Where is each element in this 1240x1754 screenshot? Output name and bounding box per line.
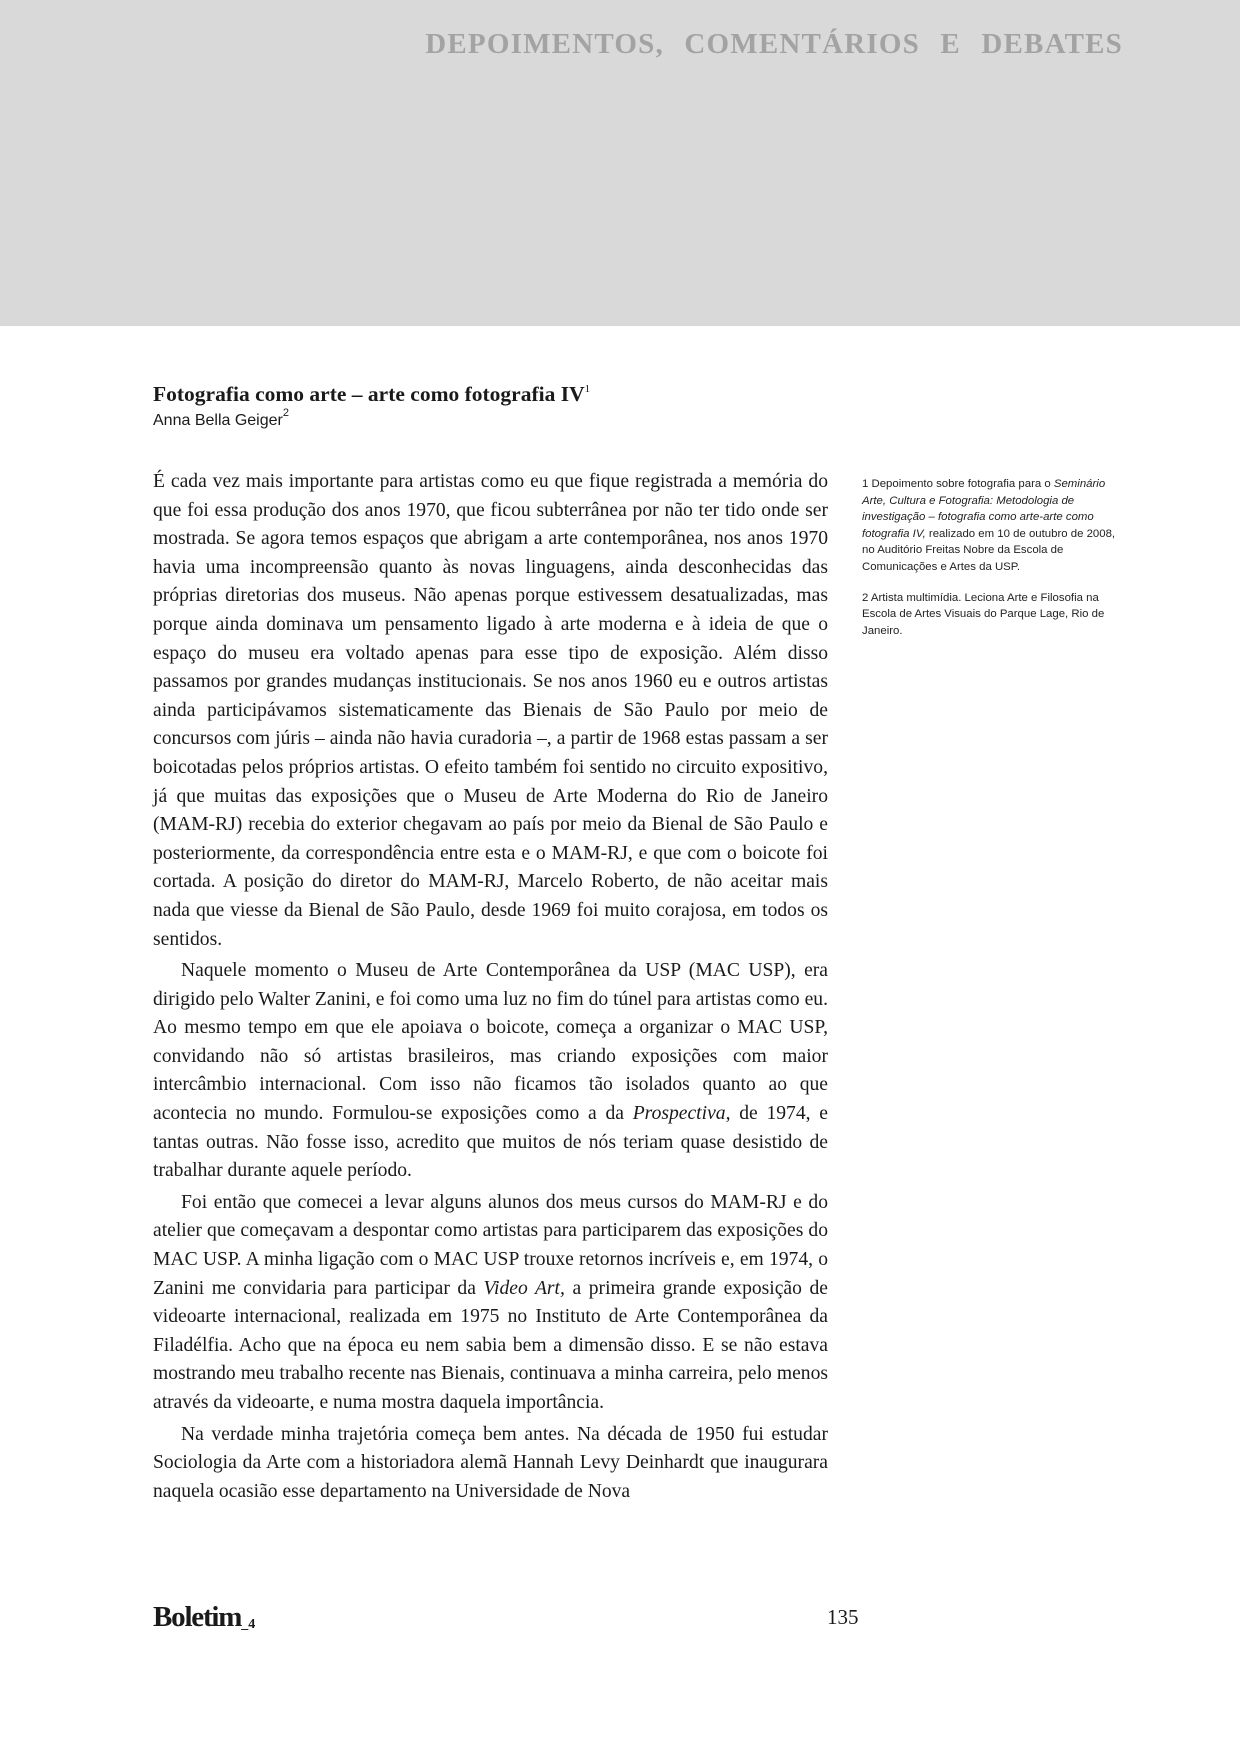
page-header-band [0, 0, 1240, 326]
footnote-1 [862, 476, 1124, 576]
journal-logo-text: Boletim [153, 1601, 242, 1633]
article-body [153, 468, 828, 1506]
article-title [153, 380, 853, 408]
footnote-1-text-a: 1 Depoimento sobre fotografia para o [862, 478, 1054, 490]
author-name: Anna Bella Geiger [153, 412, 283, 429]
paragraph-2-emphasis: Prospectiva, [632, 1103, 731, 1125]
article-author [153, 407, 853, 432]
paragraph-2 [153, 957, 828, 1186]
paragraph-2-text-a: Naquele momento o Museu de Arte Contemporânea da USP (MAC USP), era dirigido pelo Walter Zanini, e foi como uma luz no fim do túnel para artistas como eu. Ao mesmo tempo em que ele apoiava o boicote, começa a organizar o MAC USP, convidando não só artistas brasileiros, mas criando exposições com maior intercâmbio internacional. Com isso não ficamos tão isolados quanto ao que acontecia no mundo. Formulou-se exposições como a da [153, 960, 828, 1125]
footnote-1-text-b: realizado em 10 de outubro de 2008, no Auditório Freitas Nobre da Escola de Comunicações e Artes da USP. [862, 527, 1116, 573]
article-title-text: Fotografia como arte – arte como fotografia IV [153, 382, 585, 406]
footnote-2: 2 Artista multimídia. Leciona Arte e Filosofia na Escola de Artes Visuais do Parque Lage, Rio de Janeiro. [862, 591, 1105, 637]
journal-logo [153, 1601, 255, 1634]
footnote-ref-2[interactable]: 2 [282, 407, 289, 419]
article-heading [153, 380, 853, 432]
journal-issue: _4 [241, 1617, 256, 1632]
footnotes-column [862, 476, 1124, 653]
page-number: 135 [827, 1605, 859, 1629]
paragraph-3 [153, 1189, 828, 1418]
paragraph-3-text-b: a primeira grande exposição de videoarte internacional, realizada em 1975 no Instituto de Arte Contemporânea da Filadélfia. Acho que na época eu nem sabia bem a dimensão disso. E se não estava mostrando meu trabalho recente nas Bienais, continuava a minha carreira, pelo menos através da videoarte, e numa mostra daquela importância. [153, 1277, 828, 1413]
paragraph-1: É cada vez mais importante para artistas como eu que fique registrada a memória do que foi essa produção dos anos 1970, que ficou subterrânea por não ter tido onde ser mostrada. Se agora temos espaços que abrigam a arte contemporânea, nos anos 1970 havia uma incompreensão quanto às novas linguagens, ainda desconhecidas das próprias diretorias dos museus. Não apenas porque estivessem desatualizadas, mas porque ainda dominava um pensamento ligado à arte moderna e à ideia de que o espaço do museu era voltado apenas para esse tipo de exposição. Além disso passamos por grandes mudanças institucionais. Se nos anos 1960 eu e outros artistas ainda participávamos sistematicamente das Bienais de São Paulo por meio de concursos com júris – ainda não havia curadoria –, a partir de 1968 estas passam a ser boicotadas pelos próprios artistas. O efeito também foi sentido no circuito expositivo, já que muitas das exposições que o Museu de Arte Moderna do Rio de Janeiro (MAM-RJ) recebia do exterior chegavam ao país por meio da Bienal de São Paulo e posteriormente, da correspondência entre esta e o MAM-RJ, e que com o boicote foi cortada. A posição do diretor do MAM-RJ, Marcelo Roberto, de não aceitar mais nada que viesse da Bienal de São Paulo, desde 1969 foi muito corajosa, em todos os sentidos. [153, 471, 828, 950]
paragraph-3-emphasis: Video Art, [483, 1277, 565, 1299]
paragraph-4: Na verdade minha trajetória começa bem antes. Na década de 1950 fui estudar Sociologia da Arte com a historiadora alemã Hannah Levy Deinhardt que inaugurara naquela ocasião esse departamento na Universidade de Nova [153, 1423, 828, 1502]
paragraph-2-text-b: de 1974, e tantas outras. Não fosse isso, acredito que muitos de nós teriam quase desistido de trabalhar durante aquele período. [153, 1103, 828, 1182]
section-title: DEPOIMENTOS, COMENTÁRIOS E DEBATES [425, 28, 1123, 60]
paragraph-3-text-a: Foi então que comecei a levar alguns alunos dos meus cursos do MAM-RJ e do atelier que começavam a despontar como artistas para participarem das exposições do MAC USP. A minha ligação com o MAC USP trouxe retornos incríveis e, em 1974, o Zanini me convidaria para participar da [153, 1191, 828, 1299]
footnote-1-emphasis: Seminário Arte, Cultura e Fotografia: Metodologia de investigação – fotografia como arte-arte como fotografia IV, [862, 478, 1106, 540]
footnote-ref-1[interactable]: 1 [584, 383, 591, 395]
